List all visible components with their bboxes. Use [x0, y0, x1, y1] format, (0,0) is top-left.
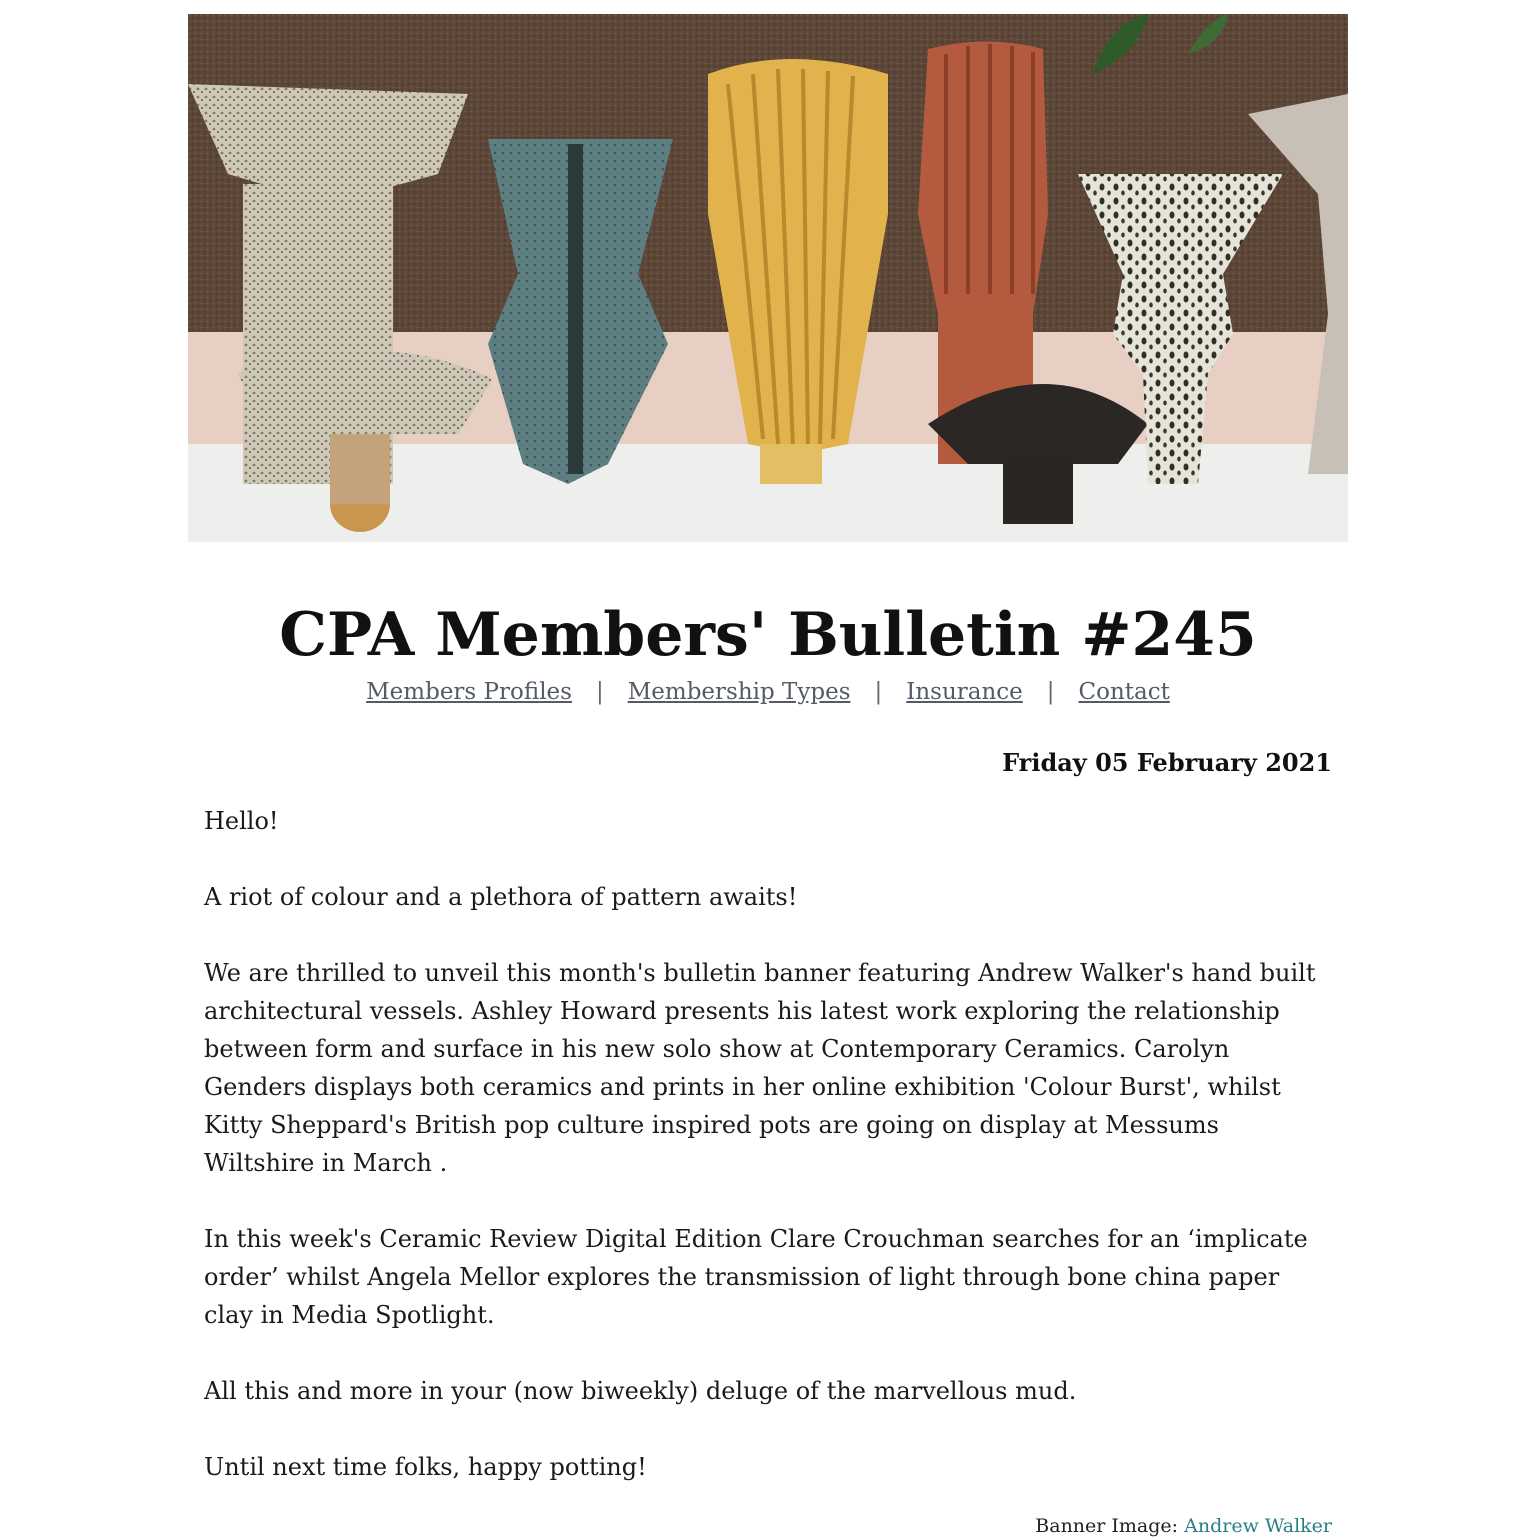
banner-credit-link[interactable]: Andrew Walker [1184, 1515, 1332, 1537]
bulletin-date: Friday 05 February 2021 [1002, 748, 1332, 777]
greeting-text: Hello! [204, 807, 279, 835]
nav-link-insurance[interactable]: Insurance [906, 679, 1023, 705]
paragraph-highlights: We are thrilled to unveil this month's bulletin banner featuring Andrew Walker's hand built architectural vessels. Ashley Howard presents his latest work exploring the relationship between form and surface in his new solo show at Contemporary Ceramics. Carolyn Genders displays both ceramics and prints in her online exhibition 'Colour Burst', whilst Kitty Sheppard's British pop culture inspired pots are going on display at Messums Wiltshire in March . [204, 959, 1316, 1177]
nav-separator: | [1046, 679, 1055, 705]
paragraph-ceramic-review: In this week's Ceramic Review Digital Edition Clare Crouchman searches for an ‘implicate order’ whilst Angela Mellor explores the transmission of light through bone china paper clay in Media Spotlight. [204, 1225, 1308, 1329]
page-title: CPA Members' Bulletin #245 [279, 600, 1257, 670]
intro-text: A riot of colour and a plethora of pattern awaits! [204, 883, 798, 911]
nav-link-membership-types[interactable]: Membership Types [627, 679, 851, 705]
bulletin-body [204, 802, 1332, 1524]
nav-link-contact[interactable]: Contact [1078, 679, 1170, 705]
nav-separator: | [874, 679, 883, 705]
top-nav [0, 676, 1536, 708]
nav-separator: | [595, 679, 604, 705]
nav-link-members-profiles[interactable]: Members Profiles [366, 679, 572, 705]
banner-credit-label: Banner Image: [1035, 1515, 1179, 1537]
paragraph-more: All this and more in your (now biweekly) deluge of the marvellous mud. [204, 1377, 1077, 1405]
signoff-text: Until next time folks, happy potting! [204, 1453, 647, 1481]
banner-image [188, 14, 1348, 542]
